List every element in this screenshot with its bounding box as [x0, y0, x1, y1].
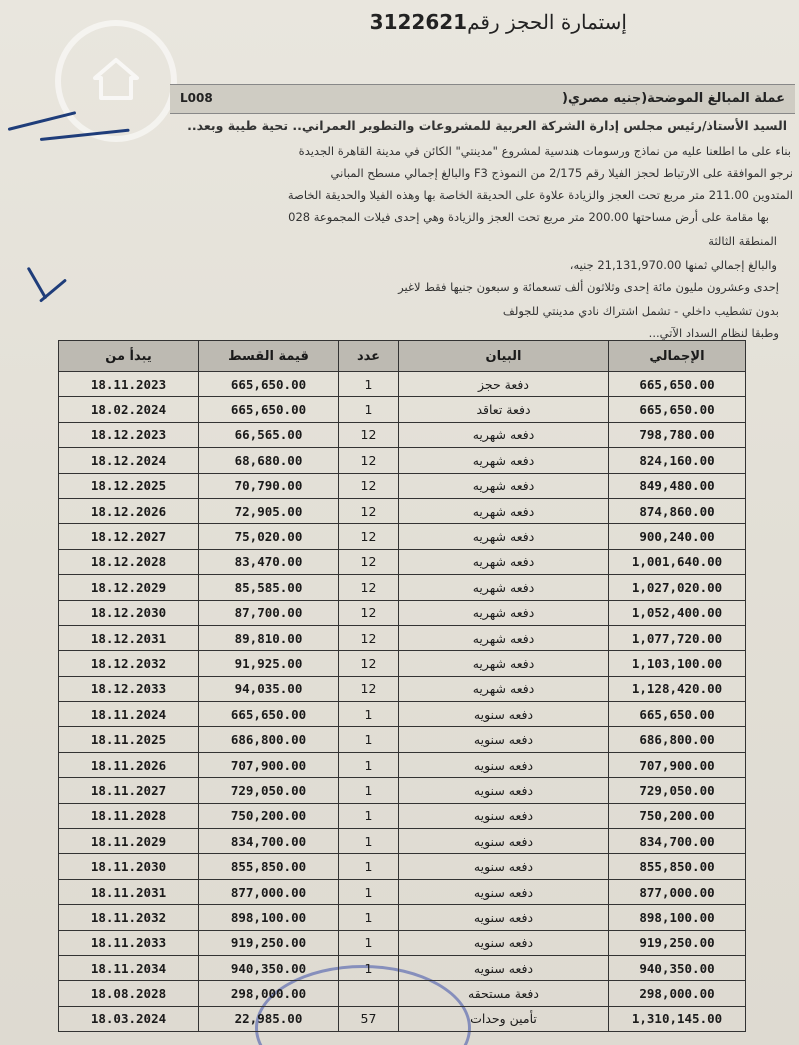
cell-statement: دفعه سنويه — [399, 778, 609, 803]
cell-installment-value: 72,905.00 — [199, 498, 339, 523]
table-row — [59, 727, 746, 752]
cell-installment-value: 94,035.00 — [199, 676, 339, 701]
body-line: إحدى وعشرون مليون مائة إحدى وثلاثون ألف تسعمائة و سبعون جنيها فقط لاغير — [398, 280, 779, 294]
header-statement: البيان — [399, 341, 609, 372]
cell-count: 1 — [339, 930, 399, 955]
header-installment-value: قيمة القسط — [199, 341, 339, 372]
table-row — [59, 879, 746, 904]
cell-start-date: 18.08.2028 — [59, 981, 199, 1006]
cell-installment-value: 877,000.00 — [199, 879, 339, 904]
cell-installment-value: 75,020.00 — [199, 524, 339, 549]
cell-count: 1 — [339, 702, 399, 727]
cell-total: 1,052,400.00 — [609, 600, 746, 625]
cell-start-date: 18.11.2024 — [59, 702, 199, 727]
cell-start-date: 18.11.2034 — [59, 955, 199, 980]
cell-statement: تأمين وحدات — [399, 1006, 609, 1031]
cell-total: 1,077,720.00 — [609, 625, 746, 650]
cell-total: 877,000.00 — [609, 879, 746, 904]
cell-count: 12 — [339, 549, 399, 574]
body-line: المنطقة الثالثة — [708, 234, 777, 248]
cell-start-date: 18.12.2027 — [59, 524, 199, 549]
cell-start-date: 18.12.2031 — [59, 625, 199, 650]
body-line: بناء على ما اطلعنا عليه من نماذج ورسومات هندسية لمشروع "مدينتي" الكائن في مدينة القاهرة الجديدة — [298, 144, 791, 158]
cell-start-date: 18.12.2025 — [59, 473, 199, 498]
cell-count: 12 — [339, 651, 399, 676]
cell-count: 1 — [339, 905, 399, 930]
body-line: وطبقا لنظام السداد الآتي... — [648, 326, 779, 340]
table-row — [59, 448, 746, 473]
cell-start-date: 18.11.2028 — [59, 803, 199, 828]
cell-start-date: 18.11.2025 — [59, 727, 199, 752]
pen-stroke — [8, 111, 77, 131]
cell-total: 707,900.00 — [609, 752, 746, 777]
cell-installment-value: 85,585.00 — [199, 575, 339, 600]
cell-installment-value: 855,850.00 — [199, 854, 339, 879]
cell-count: 1 — [339, 879, 399, 904]
table-row — [59, 651, 746, 676]
cell-installment-value: 919,250.00 — [199, 930, 339, 955]
cell-statement: دفعه سنويه — [399, 752, 609, 777]
cell-installment-value: 66,565.00 — [199, 422, 339, 447]
cell-total: 834,700.00 — [609, 829, 746, 854]
cell-installment-value: 729,050.00 — [199, 778, 339, 803]
cell-statement: دفعه شهريه — [399, 575, 609, 600]
cell-start-date: 18.11.2031 — [59, 879, 199, 904]
cell-installment-value: 91,925.00 — [199, 651, 339, 676]
cell-statement: دفعه سنويه — [399, 803, 609, 828]
cell-start-date: 18.12.2032 — [59, 651, 199, 676]
cell-count: 12 — [339, 524, 399, 549]
cell-count: 1 — [339, 752, 399, 777]
cell-installment-value: 68,680.00 — [199, 448, 339, 473]
unit-code: L008 — [180, 91, 213, 105]
cell-total: 874,860.00 — [609, 498, 746, 523]
table-row — [59, 549, 746, 574]
cell-statement: دفعه شهريه — [399, 625, 609, 650]
cell-count: 12 — [339, 676, 399, 701]
header-count: عدد — [339, 341, 399, 372]
cell-installment-value: 89,810.00 — [199, 625, 339, 650]
table-row — [59, 829, 746, 854]
body-line: السيد الأستاذ/رئيس مجلس إدارة الشركة العربية للمشروعات والتطوير العمراني.. تحية طيبة وبعد.. — [187, 118, 787, 133]
cell-statement: دفعه شهريه — [399, 549, 609, 574]
cell-total: 824,160.00 — [609, 448, 746, 473]
cell-total: 665,650.00 — [609, 397, 746, 422]
cell-total: 665,650.00 — [609, 702, 746, 727]
table-row — [59, 702, 746, 727]
table-row — [59, 752, 746, 777]
cell-total: 940,350.00 — [609, 955, 746, 980]
cell-start-date: 18.12.2026 — [59, 498, 199, 523]
cell-total: 1,001,640.00 — [609, 549, 746, 574]
cell-start-date: 18.03.2024 — [59, 1006, 199, 1031]
cell-statement: دفعه شهريه — [399, 651, 609, 676]
cell-count: 12 — [339, 473, 399, 498]
cell-count: 1 — [339, 854, 399, 879]
cell-start-date: 18.12.2023 — [59, 422, 199, 447]
cell-installment-value: 750,200.00 — [199, 803, 339, 828]
cell-count: 1 — [339, 372, 399, 397]
cell-start-date: 18.12.2024 — [59, 448, 199, 473]
cell-statement: دفعه سنويه — [399, 829, 609, 854]
cell-count: 12 — [339, 575, 399, 600]
cell-count: 12 — [339, 448, 399, 473]
cell-installment-value: 898,100.00 — [199, 905, 339, 930]
cell-installment-value: 665,650.00 — [199, 372, 339, 397]
cell-start-date: 18.11.2032 — [59, 905, 199, 930]
table-row — [59, 600, 746, 625]
cell-start-date: 18.12.2028 — [59, 549, 199, 574]
cell-count: 1 — [339, 955, 399, 980]
cell-total: 729,050.00 — [609, 778, 746, 803]
cell-count: 12 — [339, 625, 399, 650]
form-title — [370, 10, 627, 34]
currency-header-bar — [170, 84, 795, 114]
cell-start-date: 18.12.2029 — [59, 575, 199, 600]
cell-count: 12 — [339, 600, 399, 625]
table-row — [59, 778, 746, 803]
cell-installment-value: 940,350.00 — [199, 955, 339, 980]
cell-statement: دفعه سنويه — [399, 930, 609, 955]
table-row — [59, 676, 746, 701]
cell-count: 1 — [339, 829, 399, 854]
cell-installment-value: 298,000.00 — [199, 981, 339, 1006]
cell-total: 1,103,100.00 — [609, 651, 746, 676]
table-header-row — [59, 341, 746, 372]
cell-total: 298,000.00 — [609, 981, 746, 1006]
body-line: بها مقامة على أرض مساحتها 200.00 متر مربع تحت العجز والزيادة وهي إحدى فيلات المجموعة 028 — [288, 210, 769, 224]
booking-number: 3122621 — [369, 10, 468, 34]
cell-start-date: 18.12.2030 — [59, 600, 199, 625]
table-row — [59, 372, 746, 397]
body-line: المتدوين 211.00 متر مربع تحت العجز والزيادة علاوة على الحديقة الخاصة بها وهذه الفيلا والحديقة الخاصة — [287, 188, 793, 202]
cell-start-date: 18.11.2030 — [59, 854, 199, 879]
cell-statement: دفعه شهريه — [399, 600, 609, 625]
cell-count: 1 — [339, 803, 399, 828]
cell-statement: دفعه سنويه — [399, 854, 609, 879]
cell-statement: دفعه سنويه — [399, 955, 609, 980]
cell-count: 57 — [339, 1006, 399, 1031]
table-row — [59, 473, 746, 498]
cell-installment-value: 22,985.00 — [199, 1006, 339, 1031]
table-row — [59, 955, 746, 980]
payment-schedule-table — [58, 340, 746, 1032]
cell-total: 849,480.00 — [609, 473, 746, 498]
cell-statement: دفعه شهريه — [399, 448, 609, 473]
cell-total: 750,200.00 — [609, 803, 746, 828]
header-start-from: يبدأ من — [59, 341, 199, 372]
table-row — [59, 625, 746, 650]
form-title-label: إستمارة الحجز رقم — [467, 10, 627, 34]
cell-start-date: 18.11.2027 — [59, 778, 199, 803]
cell-count: 1 — [339, 778, 399, 803]
header-total: الإجمالي — [609, 341, 746, 372]
table-row — [59, 498, 746, 523]
cell-start-date: 18.11.2029 — [59, 829, 199, 854]
cell-count: 1 — [339, 397, 399, 422]
cell-statement: دفعه شهريه — [399, 498, 609, 523]
cell-statement: دفعه سنويه — [399, 702, 609, 727]
cell-statement: دفعه سنويه — [399, 727, 609, 752]
cell-installment-value: 834,700.00 — [199, 829, 339, 854]
cell-total: 900,240.00 — [609, 524, 746, 549]
cell-count: 12 — [339, 498, 399, 523]
cell-statement: دفعه سنويه — [399, 879, 609, 904]
cell-total: 898,100.00 — [609, 905, 746, 930]
cell-statement: دفعه شهريه — [399, 473, 609, 498]
cell-count — [339, 981, 399, 1006]
cell-statement: دفعه شهريه — [399, 422, 609, 447]
table-row — [59, 524, 746, 549]
cell-start-date: 18.11.2023 — [59, 372, 199, 397]
body-line: والبالغ إجمالي ثمنها 21,131,970.00 جنيه، — [569, 258, 777, 272]
home-watermark-icon — [55, 20, 177, 142]
cell-total: 1,310,145.00 — [609, 1006, 746, 1031]
cell-start-date: 18.02.2024 — [59, 397, 199, 422]
table-row — [59, 905, 746, 930]
table-row — [59, 397, 746, 422]
cell-statement: دفعه شهريه — [399, 676, 609, 701]
table-row — [59, 981, 746, 1006]
cell-total: 665,650.00 — [609, 372, 746, 397]
body-line: نرجو الموافقة على الارتباط لحجز الفيلا رقم 2/175 من النموذج F3 والبالغ إجمالي مسطح المباني — [330, 166, 793, 180]
table-row — [59, 1006, 746, 1031]
cell-installment-value: 686,800.00 — [199, 727, 339, 752]
table-row — [59, 930, 746, 955]
cell-total: 919,250.00 — [609, 930, 746, 955]
house-icon — [91, 56, 141, 102]
cell-installment-value: 83,470.00 — [199, 549, 339, 574]
cell-statement: دفعة مستحقه — [399, 981, 609, 1006]
cell-statement: دفعة تعاقد — [399, 397, 609, 422]
cell-installment-value: 665,650.00 — [199, 702, 339, 727]
cell-statement: دفعه سنويه — [399, 905, 609, 930]
cell-total: 1,128,420.00 — [609, 676, 746, 701]
cell-total: 855,850.00 — [609, 854, 746, 879]
table-row — [59, 803, 746, 828]
cell-installment-value: 665,650.00 — [199, 397, 339, 422]
cell-total: 1,027,020.00 — [609, 575, 746, 600]
body-line: بدون تشطيب داخلي - تشمل اشتراك نادي مدينتي للجولف — [502, 304, 779, 318]
cell-total: 798,780.00 — [609, 422, 746, 447]
cell-installment-value: 707,900.00 — [199, 752, 339, 777]
currency-label: عملة المبالغ الموضحة(جنيه مصري( — [562, 91, 785, 106]
cell-start-date: 18.12.2033 — [59, 676, 199, 701]
cell-statement: دفعه شهريه — [399, 524, 609, 549]
cell-count: 1 — [339, 727, 399, 752]
cell-start-date: 18.11.2033 — [59, 930, 199, 955]
cell-start-date: 18.11.2026 — [59, 752, 199, 777]
cell-total: 686,800.00 — [609, 727, 746, 752]
cell-count: 12 — [339, 422, 399, 447]
cell-installment-value: 87,700.00 — [199, 600, 339, 625]
table-row — [59, 575, 746, 600]
cell-installment-value: 70,790.00 — [199, 473, 339, 498]
cell-statement: دفعة حجز — [399, 372, 609, 397]
table-row — [59, 854, 746, 879]
table-row — [59, 422, 746, 447]
